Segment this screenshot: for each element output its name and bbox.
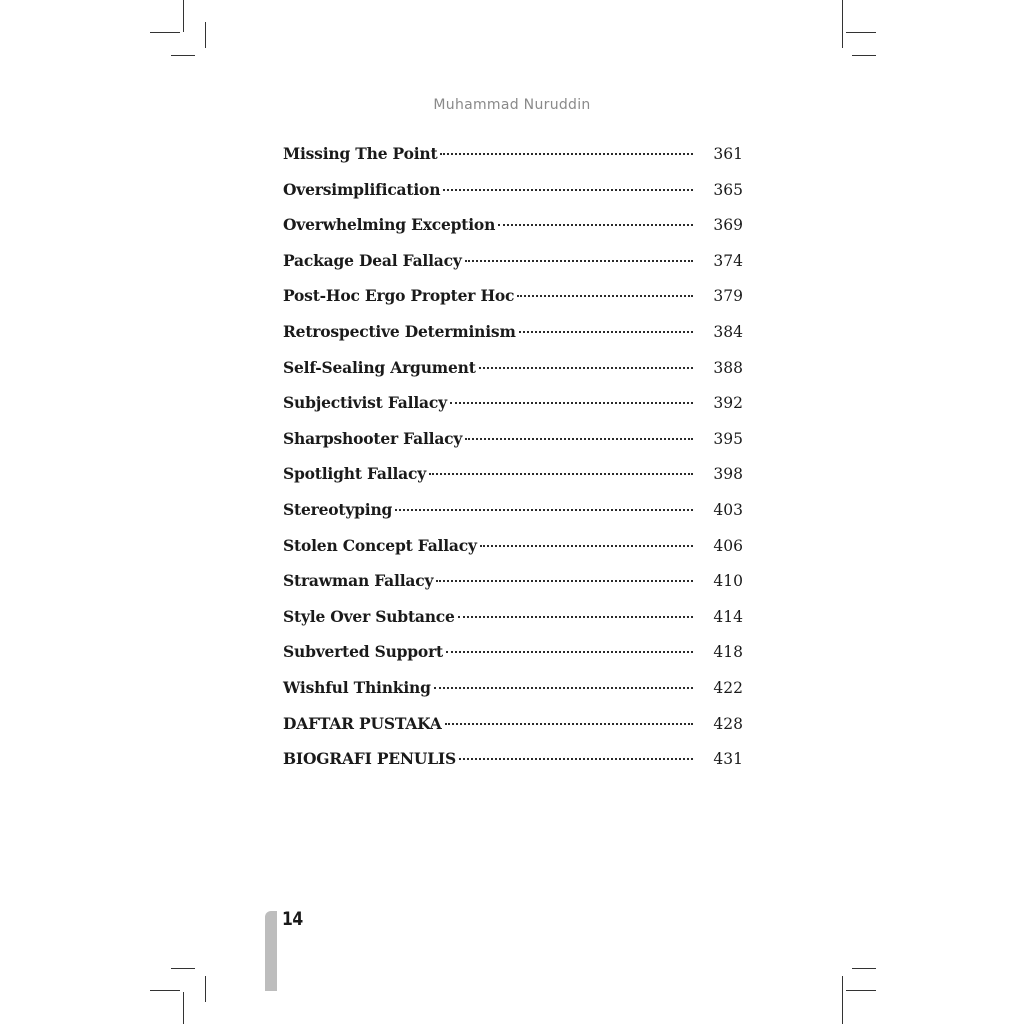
dot-leader (445, 723, 693, 725)
toc-entry[interactable] (283, 670, 743, 706)
crop-mark (205, 22, 206, 48)
crop-mark (171, 55, 195, 56)
toc-entry[interactable] (283, 563, 743, 599)
toc-entry[interactable] (283, 385, 743, 421)
toc-entry-title: DAFTAR PUSTAKA (283, 713, 442, 733)
toc-entry-page: 369 (713, 216, 743, 235)
dot-leader (446, 651, 693, 653)
running-head: Muhammad Nuruddin (433, 97, 591, 113)
toc-entry-title: Stereotyping (283, 499, 393, 519)
toc-entry-title: Package Deal Fallacy (283, 250, 462, 270)
dot-leader (465, 438, 693, 440)
dot-leader (480, 545, 693, 547)
crop-mark (150, 990, 180, 991)
toc-entry-page: 392 (713, 394, 743, 413)
page-number: 14 (282, 908, 303, 930)
dot-leader (450, 402, 693, 404)
toc-entry-title: Wishful Thinking (283, 677, 431, 697)
toc-entry-title: Subverted Support (283, 642, 443, 662)
toc-entry[interactable] (283, 172, 743, 208)
toc-entry-title: Oversimplification (283, 179, 441, 199)
toc-entry[interactable] (283, 243, 743, 279)
toc-entry-page: 406 (713, 536, 743, 555)
toc-entry-title: Spotlight Fallacy (283, 464, 427, 484)
toc-entry-page: 398 (713, 465, 743, 484)
toc-entry[interactable] (283, 314, 743, 350)
crop-mark (150, 32, 180, 33)
crop-mark (205, 976, 206, 1002)
toc-entry-title: BIOGRAFI PENULIS (283, 749, 456, 769)
toc-entry[interactable] (283, 207, 743, 243)
toc-entry-title: Strawman Fallacy (283, 571, 434, 591)
toc-entry-title: Sharpshooter Fallacy (283, 428, 463, 448)
toc-entry[interactable] (283, 421, 743, 457)
crop-mark (852, 968, 876, 969)
crop-mark (852, 55, 876, 56)
toc-entry-title: Style Over Subtance (283, 606, 455, 626)
dot-leader (465, 260, 693, 262)
crop-mark (846, 32, 876, 33)
toc-entry-page: 422 (713, 678, 743, 697)
toc-entry[interactable] (283, 634, 743, 670)
toc-entry-title: Self-Sealing Argument (283, 357, 476, 377)
crop-mark (842, 0, 843, 48)
dot-leader (479, 367, 693, 369)
toc-entry-page: 395 (713, 429, 743, 448)
toc-entry-title: Retrospective Determinism (283, 321, 516, 341)
toc-entry[interactable] (283, 599, 743, 635)
toc-entry-page: 384 (713, 322, 743, 341)
toc-entry[interactable] (283, 706, 743, 742)
toc-entry-page: 418 (713, 643, 743, 662)
crop-mark (842, 976, 843, 1024)
toc-entry-page: 361 (713, 145, 743, 163)
crop-mark (846, 990, 876, 991)
dot-leader (395, 509, 693, 511)
page-number-tab (265, 911, 277, 991)
toc-entry[interactable] (283, 136, 743, 172)
toc-entry[interactable] (283, 350, 743, 386)
dot-leader (443, 189, 693, 191)
toc-entry[interactable] (283, 528, 743, 564)
toc-entry[interactable] (283, 456, 743, 492)
toc-entry-title: Missing The Point (283, 144, 438, 163)
toc-entry-title: Stolen Concept Fallacy (283, 535, 477, 555)
toc-entry[interactable] (283, 492, 743, 528)
dot-leader (459, 758, 693, 760)
toc-entry-title: Overwhelming Exception (283, 215, 496, 235)
dot-leader (519, 331, 693, 333)
toc-entry-page: 414 (713, 607, 743, 626)
crop-mark (183, 0, 184, 32)
toc-entry-page: 431 (713, 750, 743, 769)
toc-entry-page: 428 (713, 714, 743, 733)
toc-entry-title: Subjectivist Fallacy (283, 393, 447, 413)
crop-mark (171, 968, 195, 969)
dot-leader (517, 295, 693, 297)
toc-entry-page: 379 (713, 287, 743, 306)
dot-leader (429, 473, 693, 475)
toc-entry-page: 388 (713, 358, 743, 377)
dot-leader (440, 153, 693, 155)
toc-entry[interactable] (283, 741, 743, 777)
dot-leader (498, 224, 693, 226)
toc-entry-page: 374 (713, 251, 743, 270)
dot-leader (458, 616, 693, 618)
dot-leader (434, 687, 693, 689)
toc-entry-page: 365 (713, 180, 743, 199)
crop-mark (183, 992, 184, 1024)
toc-entry-title: Post-Hoc Ergo Propter Hoc (283, 286, 515, 306)
dot-leader (436, 580, 693, 582)
toc-entry-page: 403 (713, 500, 743, 519)
toc-entry-page: 410 (713, 572, 743, 591)
toc-entry[interactable] (283, 278, 743, 314)
table-of-contents (283, 136, 743, 777)
